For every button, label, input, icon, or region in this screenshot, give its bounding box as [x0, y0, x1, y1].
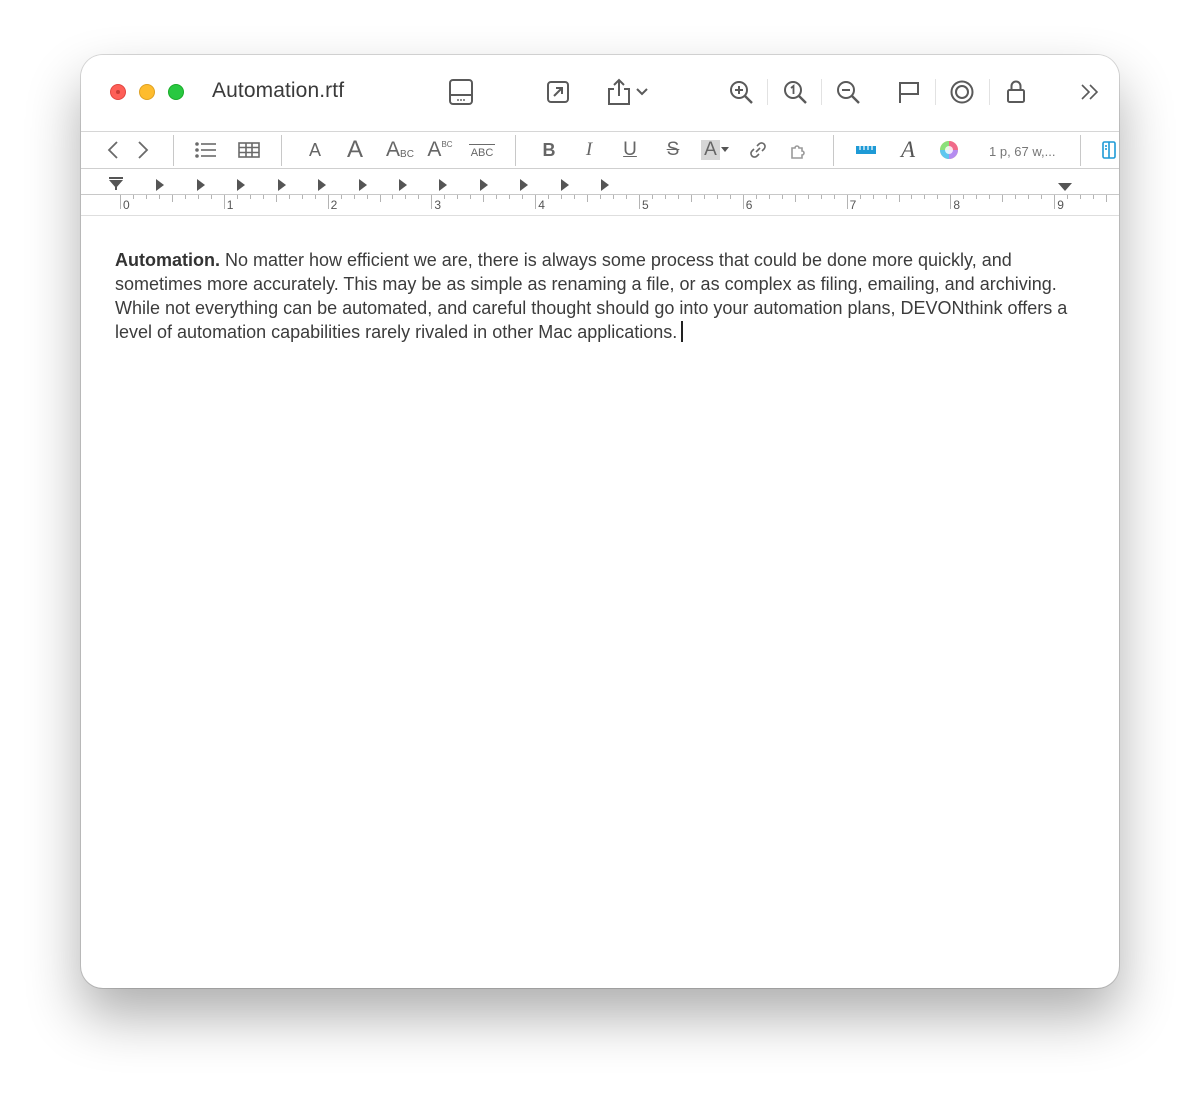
tab-stop-marker[interactable] — [318, 179, 326, 191]
superscript-button[interactable] — [426, 135, 454, 165]
back-button[interactable] — [101, 135, 125, 165]
ruler-minor-tick — [989, 195, 990, 199]
colors-button[interactable] — [937, 135, 961, 165]
ruler-minor-tick — [263, 195, 264, 199]
ruler-minor-tick — [392, 195, 393, 199]
ruler-minor-tick — [795, 195, 796, 202]
ruler-minor-tick — [808, 195, 809, 199]
ruler-major-tick — [950, 195, 951, 209]
tab-stop-marker[interactable] — [278, 179, 286, 191]
minimize-button[interactable] — [139, 84, 155, 100]
ruler-minor-tick — [976, 195, 977, 199]
bold-button[interactable]: B — [542, 139, 556, 160]
caps-label: ABC — [470, 146, 494, 159]
superscript-large-letter: A — [427, 138, 442, 161]
ruler-minor-tick — [483, 195, 484, 202]
ruler-major-tick — [224, 195, 225, 209]
ruler-minor-tick — [548, 195, 549, 199]
ruler-minor-tick — [873, 195, 874, 199]
ruler-minor-tick — [613, 195, 614, 199]
actual-size-icon — [782, 79, 808, 105]
caret-down-icon — [721, 147, 729, 153]
ruler-minor-tick — [860, 195, 861, 199]
font-bigger-button[interactable]: A — [346, 136, 363, 163]
flag-button[interactable] — [891, 75, 927, 109]
plugin-button[interactable] — [787, 135, 811, 165]
format-bar — [81, 131, 1119, 169]
ruler-minor-tick — [237, 195, 238, 199]
ruler-minor-tick — [963, 195, 964, 199]
open-externally-button[interactable] — [540, 75, 576, 109]
ruler-minor-tick — [665, 195, 666, 199]
tab-stop-marker[interactable] — [439, 179, 447, 191]
tab-stop-marker[interactable] — [520, 179, 528, 191]
ruler-minor-tick — [496, 195, 497, 199]
ruler-number: 8 — [953, 198, 961, 212]
zoom-in-button[interactable] — [723, 75, 759, 109]
ruler-minor-tick — [821, 195, 822, 199]
label-button[interactable] — [944, 75, 980, 109]
close-button[interactable] — [110, 84, 126, 100]
small-caps-small-letters: BC — [400, 148, 414, 160]
ruler-icon — [855, 144, 877, 156]
tab-stop-marker[interactable] — [399, 179, 407, 191]
ruler-toggle-button[interactable] — [853, 135, 879, 165]
ruler-minor-tick — [717, 195, 718, 199]
body-text: No matter how efficient we are, there is always some process that could be done more quickly, and sometimes more accurately. This may be as simple as renaming a file, or as complex as filing, emailing, and archiving. While not everything can be automated, and careful thought should go into your automation plans, DEVONthink offers a level of automation capabilities rarely rivaled in other Mac applications. — [115, 250, 1068, 342]
document-window — [81, 55, 1119, 988]
ruler-minor-tick — [600, 195, 601, 199]
small-caps-button[interactable] — [383, 135, 417, 165]
lock-button[interactable] — [998, 75, 1034, 109]
right-margin-marker[interactable] — [1058, 183, 1072, 191]
ruler-number: 6 — [745, 198, 753, 212]
zoom-in-icon — [728, 79, 754, 105]
ruler-minor-tick — [834, 195, 835, 199]
format-divider — [173, 135, 174, 166]
ruler-minor-tick — [315, 195, 316, 199]
ruler[interactable] — [81, 169, 1119, 216]
ruler-number: 2 — [330, 198, 338, 212]
ruler-minor-tick — [211, 195, 212, 199]
ruler-minor-tick — [276, 195, 277, 202]
tab-stop-marker[interactable] — [601, 179, 609, 191]
format-divider — [1080, 135, 1081, 166]
fonts-button[interactable]: A — [900, 137, 916, 162]
ruler-minor-tick — [470, 195, 471, 199]
tab-stop-marker[interactable] — [359, 179, 367, 191]
ruler-minor-tick — [782, 195, 783, 199]
bold-lead-word: Automation. — [115, 250, 220, 270]
ruler-minor-tick — [730, 195, 731, 199]
ruler-minor-tick — [1080, 195, 1081, 199]
format-divider — [833, 135, 834, 166]
strikethrough-caps-button[interactable] — [467, 135, 497, 165]
forward-button[interactable] — [131, 135, 155, 165]
inspector-icon — [1101, 140, 1117, 160]
ruler-major-tick — [431, 195, 432, 209]
toolbar-divider — [767, 79, 768, 105]
zoom-out-icon — [835, 79, 861, 105]
ruler-minor-tick — [418, 195, 419, 199]
table-button[interactable] — [235, 135, 263, 165]
tab-stop-marker[interactable] — [561, 179, 569, 191]
ruler-major-tick — [743, 195, 744, 209]
ruler-minor-tick — [457, 195, 458, 199]
ruler-minor-tick — [769, 195, 770, 199]
window-title: Automation.rtf — [212, 79, 345, 102]
ruler-minor-tick — [561, 195, 562, 199]
ruler-number: 0 — [123, 198, 130, 212]
list-icon — [195, 142, 217, 158]
text-color-letter: A — [701, 140, 720, 160]
tab-stop-marker[interactable] — [156, 179, 164, 191]
ruler-major-tick — [120, 195, 121, 209]
ruler-number: 7 — [849, 198, 857, 212]
ruler-minor-tick — [185, 195, 186, 199]
sidebar-toggle-button[interactable] — [443, 75, 479, 109]
tab-stop-marker[interactable] — [480, 179, 488, 191]
ruler-minor-tick — [652, 195, 653, 199]
ruler-minor-tick — [198, 195, 199, 199]
ruler-minor-tick — [146, 195, 147, 199]
actual-size-button[interactable] — [777, 75, 813, 109]
ruler-minor-tick — [380, 195, 381, 202]
ruler-minor-tick — [172, 195, 173, 202]
text-caret — [681, 321, 683, 342]
strikethrough-button[interactable]: S — [666, 139, 680, 160]
ruler-major-tick — [328, 195, 329, 209]
font-smaller-button[interactable]: A — [308, 139, 321, 160]
ruler-minor-tick — [704, 195, 705, 199]
format-divider — [515, 135, 516, 166]
zoom-button[interactable] — [168, 84, 184, 100]
chevron-left-icon — [106, 139, 120, 161]
color-wheel-icon — [939, 140, 959, 160]
inspector-button[interactable] — [1099, 135, 1119, 165]
tab-stop-marker[interactable] — [197, 179, 205, 191]
caps-overline — [469, 144, 495, 145]
small-caps-large-letter: A — [386, 138, 401, 161]
ruler-minor-tick — [509, 195, 510, 199]
lock-icon — [1005, 79, 1027, 105]
share-menu-button[interactable] — [627, 75, 657, 109]
ruler-minor-tick — [354, 195, 355, 199]
ruler-minor-tick — [133, 195, 134, 199]
ruler-minor-tick — [691, 195, 692, 202]
chevron-down-icon — [635, 87, 649, 97]
ruler-number: 4 — [538, 198, 545, 212]
ruler-minor-tick — [911, 195, 912, 199]
ruler-minor-tick — [587, 195, 588, 202]
first-line-indent-marker[interactable] — [109, 177, 123, 179]
ruler-minor-tick — [1093, 195, 1094, 199]
ruler-major-tick — [535, 195, 536, 209]
target-icon — [949, 79, 975, 105]
ruler-minor-tick — [937, 195, 938, 199]
open-external-icon — [546, 80, 570, 104]
text-color-button[interactable] — [699, 135, 731, 165]
ruler-major-tick — [1054, 195, 1055, 209]
overflow-chevron-icon — [1079, 82, 1101, 102]
sidebar-toggle-icon — [448, 78, 474, 106]
title-bar — [81, 55, 1119, 131]
ruler-minor-tick — [302, 195, 303, 199]
toolbar-divider — [821, 79, 822, 105]
ruler-major-tick — [639, 195, 640, 209]
toolbar-overflow-button[interactable] — [1072, 75, 1108, 109]
link-button[interactable] — [746, 135, 770, 165]
ruler-minor-tick — [1015, 195, 1016, 199]
puzzle-icon — [789, 140, 809, 160]
flag-icon — [897, 79, 921, 105]
document-body[interactable] — [115, 248, 1085, 344]
underline-button[interactable]: U — [623, 139, 637, 160]
ruler-major-tick — [847, 195, 848, 209]
toolbar-divider — [989, 79, 990, 105]
ruler-minor-tick — [405, 195, 406, 199]
ruler-number: 1 — [226, 198, 234, 212]
ruler-minor-tick — [341, 195, 342, 199]
ruler-minor-tick — [289, 195, 290, 199]
ruler-minor-tick — [367, 195, 368, 199]
link-icon — [748, 140, 768, 160]
ruler-minor-tick — [886, 195, 887, 199]
document-statistics: 1 p, 67 w,... — [989, 144, 1056, 159]
ruler-number: 9 — [1057, 198, 1064, 212]
ruler-minor-tick — [1028, 195, 1029, 199]
ruler-minor-tick — [678, 195, 679, 199]
ruler-minor-tick — [250, 195, 251, 199]
zoom-out-button[interactable] — [830, 75, 866, 109]
ruler-minor-tick — [899, 195, 900, 202]
italic-button[interactable]: I — [585, 139, 593, 160]
tab-stop-marker[interactable] — [237, 179, 245, 191]
ruler-minor-tick — [522, 195, 523, 199]
ruler-minor-tick — [574, 195, 575, 199]
ruler-minor-tick — [1041, 195, 1042, 199]
ruler-minor-tick — [1106, 195, 1107, 202]
ruler-minor-tick — [159, 195, 160, 199]
ruler-minor-tick — [924, 195, 925, 199]
ruler-minor-tick — [626, 195, 627, 199]
ruler-number: 5 — [642, 198, 649, 212]
superscript-small-letters: BC — [441, 139, 453, 149]
format-divider — [281, 135, 282, 166]
table-icon — [238, 142, 260, 158]
indent-stem — [115, 180, 117, 190]
ruler-minor-tick — [1002, 195, 1003, 202]
toolbar-divider — [935, 79, 936, 105]
list-button[interactable] — [192, 135, 220, 165]
ruler-minor-tick — [1067, 195, 1068, 199]
ruler-number: 3 — [434, 198, 442, 212]
chevron-right-icon — [136, 139, 150, 161]
ruler-minor-tick — [756, 195, 757, 199]
ruler-minor-tick — [444, 195, 445, 199]
